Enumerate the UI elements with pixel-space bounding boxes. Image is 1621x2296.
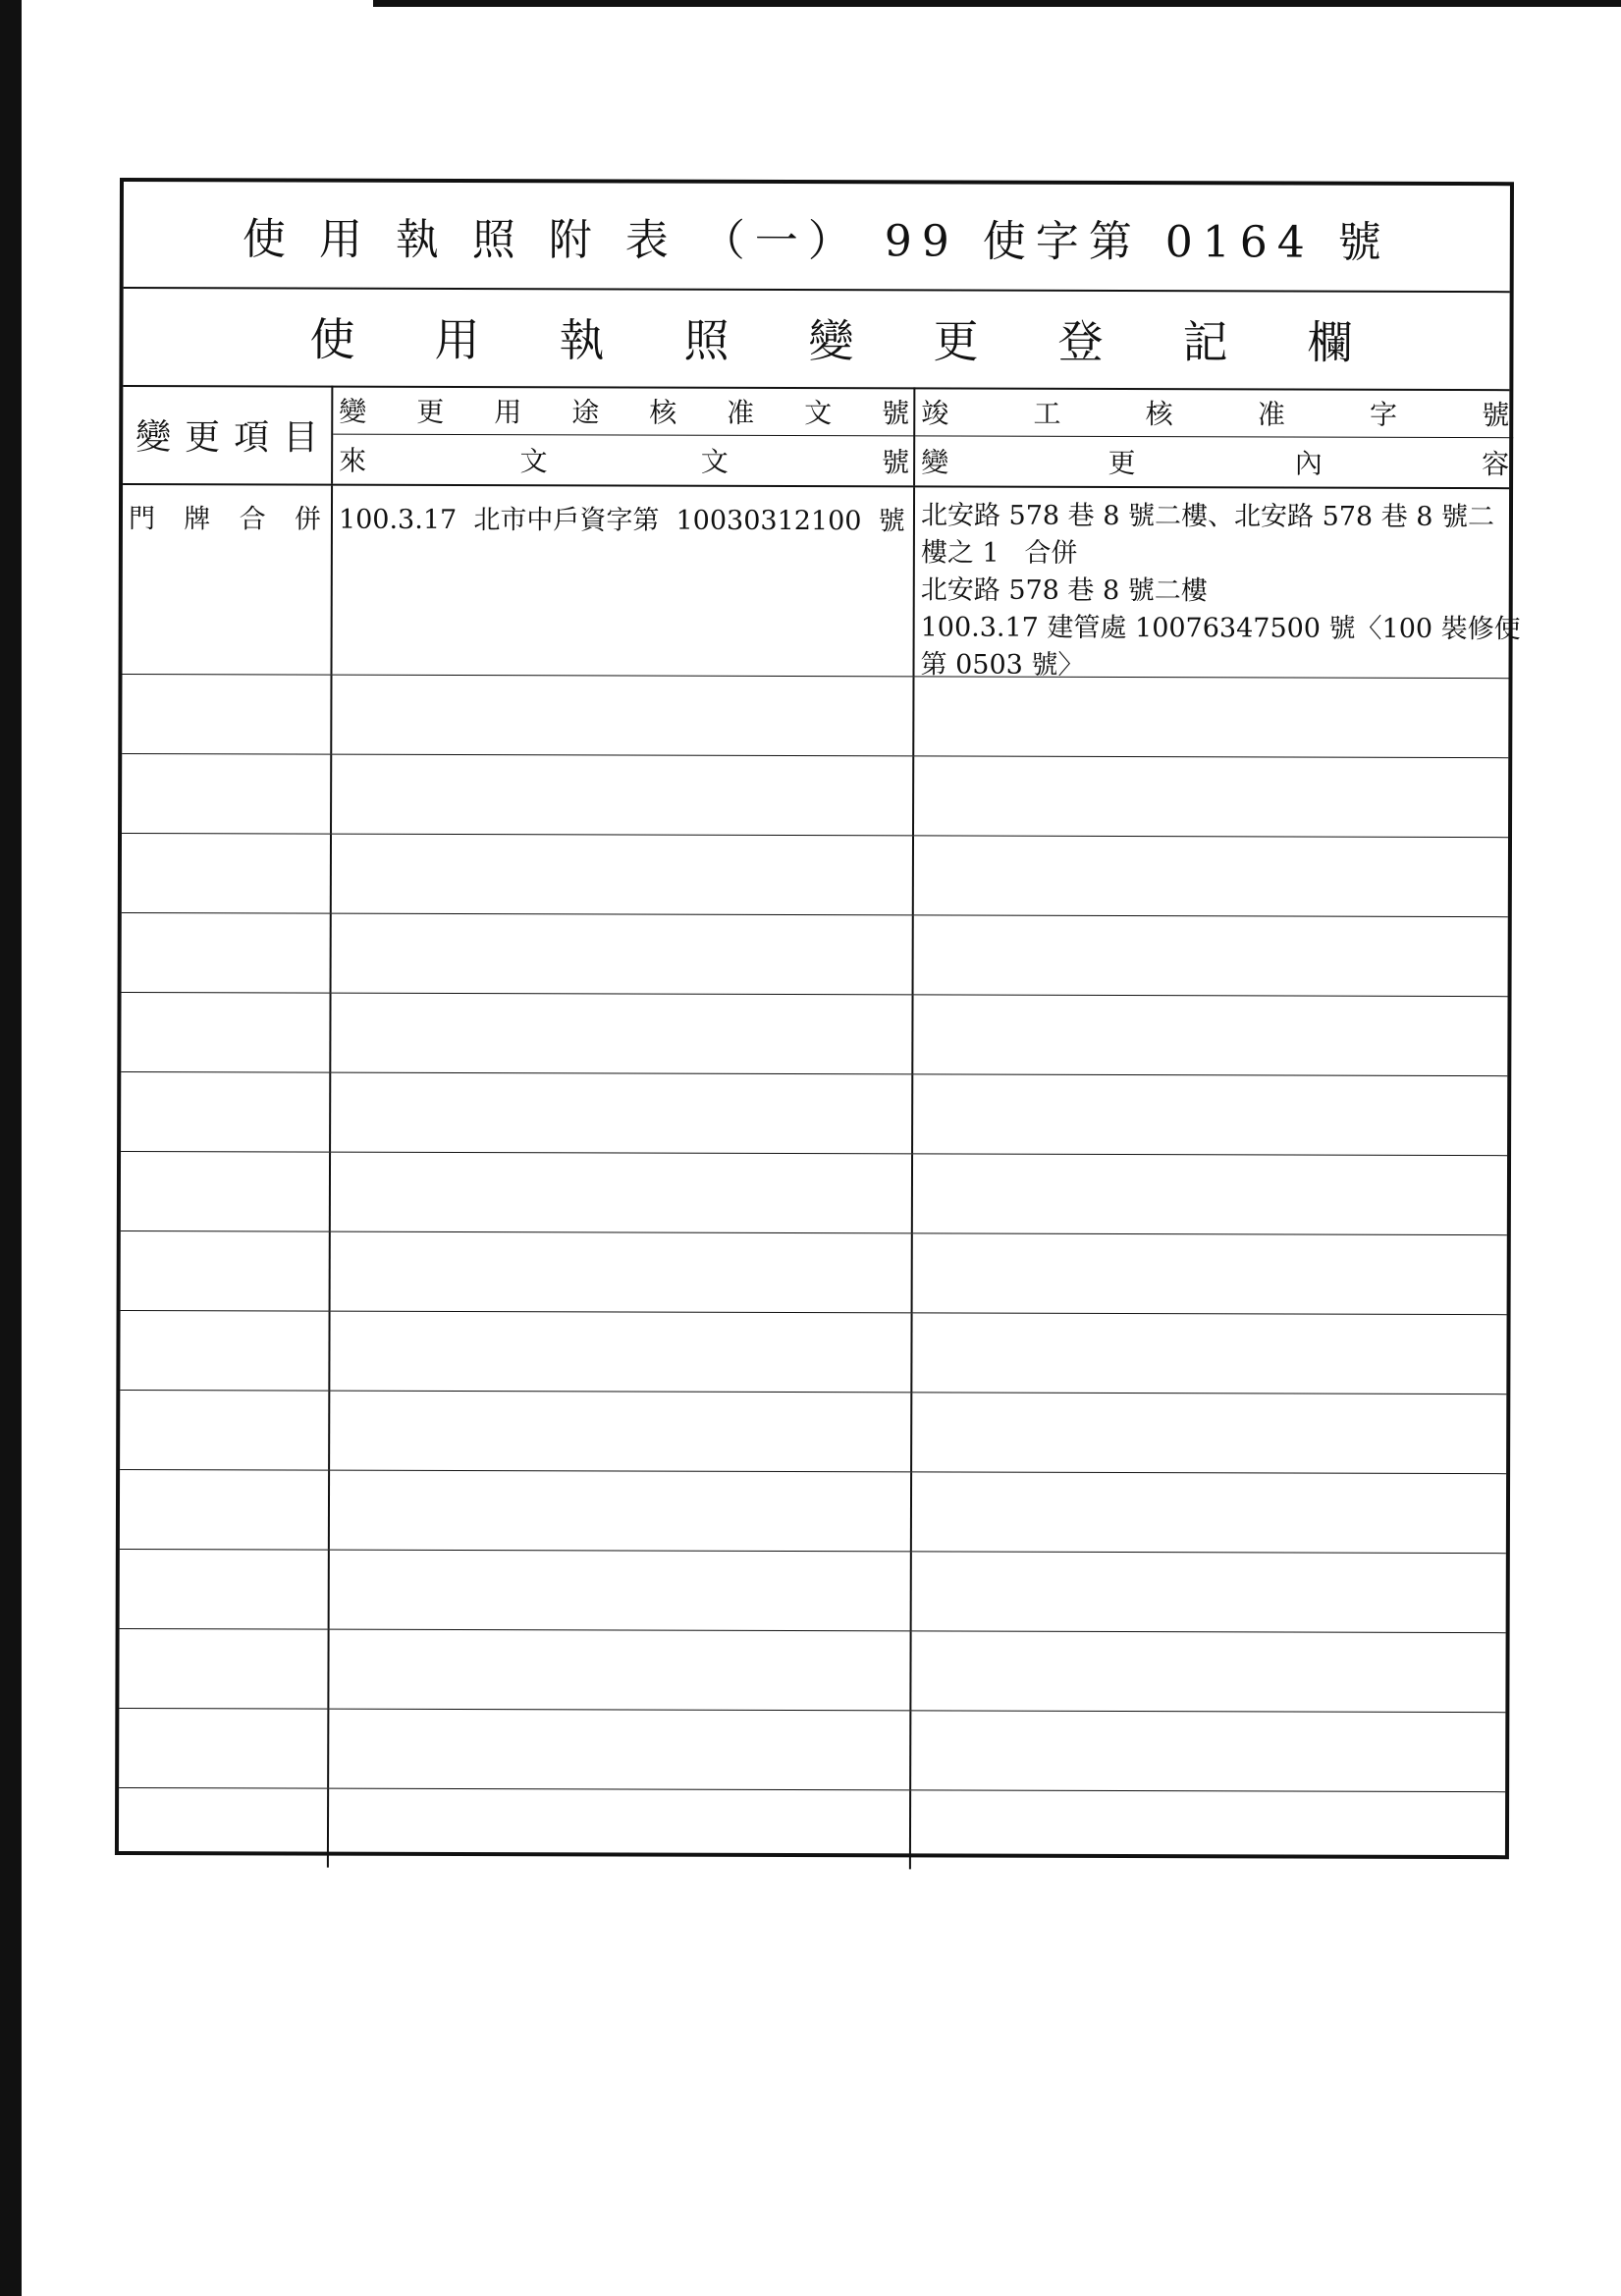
empty-cell xyxy=(912,1313,1510,1394)
empty-cell xyxy=(913,995,1511,1075)
header-char: 字 xyxy=(1369,398,1398,431)
change-content-line: 第 0503 號〉 xyxy=(920,649,1085,681)
empty-cell xyxy=(911,1711,1509,1791)
header-char: 竣 xyxy=(921,396,949,430)
section-title-char: 照 xyxy=(683,313,729,367)
empty-cell xyxy=(122,913,332,993)
section-title-char: 登 xyxy=(1057,314,1104,368)
section-title-char: 欄 xyxy=(1307,315,1353,369)
empty-table-row xyxy=(119,1709,1505,1792)
empty-cell xyxy=(914,836,1512,916)
empty-cell xyxy=(332,835,914,915)
change-content-line: 北安路 578 巷 8 號二樓、北安路 578 巷 8 號二 xyxy=(920,500,1495,533)
header-char: 號 xyxy=(1482,398,1510,431)
change-content-line: 樓之 1 合併 xyxy=(920,537,1078,569)
header-char: 變 xyxy=(339,395,367,428)
empty-cell xyxy=(331,994,913,1074)
empty-cell xyxy=(912,1552,1510,1632)
empty-cell xyxy=(914,915,1512,996)
empty-cell xyxy=(331,1073,913,1154)
change-item-char: 門 xyxy=(128,504,156,535)
empty-table-row xyxy=(120,1550,1506,1633)
header-char: 目 xyxy=(283,416,319,459)
empty-cell xyxy=(119,1629,329,1709)
header-char: 號 xyxy=(882,446,910,479)
change-item-cell xyxy=(123,485,334,675)
empty-cell xyxy=(329,1630,911,1711)
empty-table-row xyxy=(120,1391,1506,1474)
table-header xyxy=(123,385,1509,489)
header-char: 文 xyxy=(519,445,548,478)
empty-table-row xyxy=(122,913,1508,997)
empty-cell xyxy=(329,1710,911,1790)
subtitle-row xyxy=(123,287,1509,391)
empty-cell xyxy=(121,993,331,1072)
empty-cell xyxy=(119,1788,329,1868)
empty-table-row xyxy=(121,1072,1507,1156)
empty-table-row xyxy=(121,993,1507,1076)
document-number: 100.3.17 北市中戶資字第 10030312100 號 xyxy=(338,504,905,537)
empty-table-row xyxy=(119,1788,1505,1871)
empty-cell xyxy=(330,1392,912,1472)
empty-table-row xyxy=(121,1231,1507,1315)
section-title-char: 使 xyxy=(309,312,355,366)
header-char: 號 xyxy=(882,396,910,429)
empty-cell xyxy=(120,1391,330,1470)
empty-cell xyxy=(331,1153,913,1233)
empty-cell xyxy=(912,1393,1510,1473)
empty-cell xyxy=(332,914,914,995)
header-char: 項 xyxy=(234,416,270,458)
header-char: 來 xyxy=(339,444,367,477)
section-title-char: 變 xyxy=(808,314,854,368)
change-content-line: 北安路 578 巷 8 號二樓 xyxy=(920,574,1208,607)
empty-cell xyxy=(914,756,1512,837)
section-title-char: 更 xyxy=(933,314,979,368)
header-char: 更 xyxy=(1108,446,1136,480)
header-change-content xyxy=(915,436,1513,487)
change-item-label xyxy=(123,485,331,536)
table-body xyxy=(119,485,1521,1871)
empty-cell xyxy=(913,1233,1511,1314)
table-row xyxy=(122,485,1521,681)
empty-cell xyxy=(122,754,332,834)
header-char: 核 xyxy=(649,396,677,429)
page-title: 使 用 執 照 附 表 （一） 99 使字第 0164 號 xyxy=(242,213,1391,268)
document-number-cell xyxy=(333,486,916,677)
empty-table-row xyxy=(122,834,1508,917)
change-content-line: 100.3.17 建管處 10076347500 號〈100 裝修使 xyxy=(920,612,1521,645)
empty-cell xyxy=(331,1232,913,1313)
empty-cell xyxy=(121,1072,331,1152)
header-use-change-doc-number xyxy=(333,386,915,437)
empty-cell xyxy=(330,1551,912,1631)
header-char: 更 xyxy=(185,416,221,458)
header-char: 容 xyxy=(1482,448,1510,481)
empty-cell xyxy=(912,1472,1510,1553)
empty-table-row xyxy=(121,1152,1507,1235)
header-char: 更 xyxy=(416,395,445,428)
empty-cell xyxy=(121,1231,331,1311)
empty-cell xyxy=(119,1709,329,1788)
empty-cell xyxy=(122,675,332,754)
header-char: 變 xyxy=(921,446,949,479)
change-content xyxy=(914,487,1521,685)
empty-cell xyxy=(911,1790,1509,1871)
change-content-cell xyxy=(914,487,1521,681)
empty-table-row xyxy=(120,1470,1506,1554)
empty-cell xyxy=(332,755,914,836)
empty-cell xyxy=(122,834,332,913)
section-title-char: 記 xyxy=(1182,315,1228,369)
scan-edge-top xyxy=(373,0,1621,7)
title-row xyxy=(124,182,1510,293)
empty-cell xyxy=(330,1312,912,1393)
empty-cell xyxy=(911,1631,1509,1712)
header-char: 用 xyxy=(494,395,522,428)
section-title-char: 用 xyxy=(434,312,480,367)
empty-cell xyxy=(913,1074,1511,1155)
section-title-char: 執 xyxy=(559,313,605,367)
section-title xyxy=(123,303,1509,372)
header-char: 文 xyxy=(804,396,833,429)
change-item-char: 併 xyxy=(294,504,321,535)
empty-cell xyxy=(121,1152,331,1231)
empty-cell xyxy=(913,1154,1511,1234)
empty-cell xyxy=(332,676,914,756)
header-char: 文 xyxy=(700,445,729,478)
permit-appendix-sheet xyxy=(115,178,1521,1859)
empty-cell xyxy=(120,1470,330,1550)
scan-edge-left xyxy=(0,0,22,2296)
empty-cell xyxy=(120,1550,330,1629)
header-char: 內 xyxy=(1294,447,1323,480)
header-completion-approval-number xyxy=(915,387,1513,438)
empty-table-row xyxy=(119,1629,1505,1713)
header-char: 准 xyxy=(727,396,755,429)
header-incoming-doc-number xyxy=(333,435,915,486)
header-char: 准 xyxy=(1257,397,1285,431)
change-item-char: 合 xyxy=(239,504,266,535)
empty-cell xyxy=(120,1311,330,1391)
header-char: 核 xyxy=(1145,397,1173,430)
empty-cell xyxy=(914,677,1512,757)
header-change-item xyxy=(123,385,333,484)
header-char: 變 xyxy=(135,416,172,458)
empty-table-row xyxy=(122,675,1508,758)
empty-table-row xyxy=(122,754,1508,838)
change-item-char: 牌 xyxy=(184,504,211,535)
header-char: 途 xyxy=(571,395,600,428)
change-registration-table xyxy=(119,385,1521,1871)
header-char: 工 xyxy=(1033,397,1061,430)
empty-cell xyxy=(330,1471,912,1552)
empty-table-row xyxy=(120,1311,1506,1394)
empty-cell xyxy=(329,1789,911,1870)
